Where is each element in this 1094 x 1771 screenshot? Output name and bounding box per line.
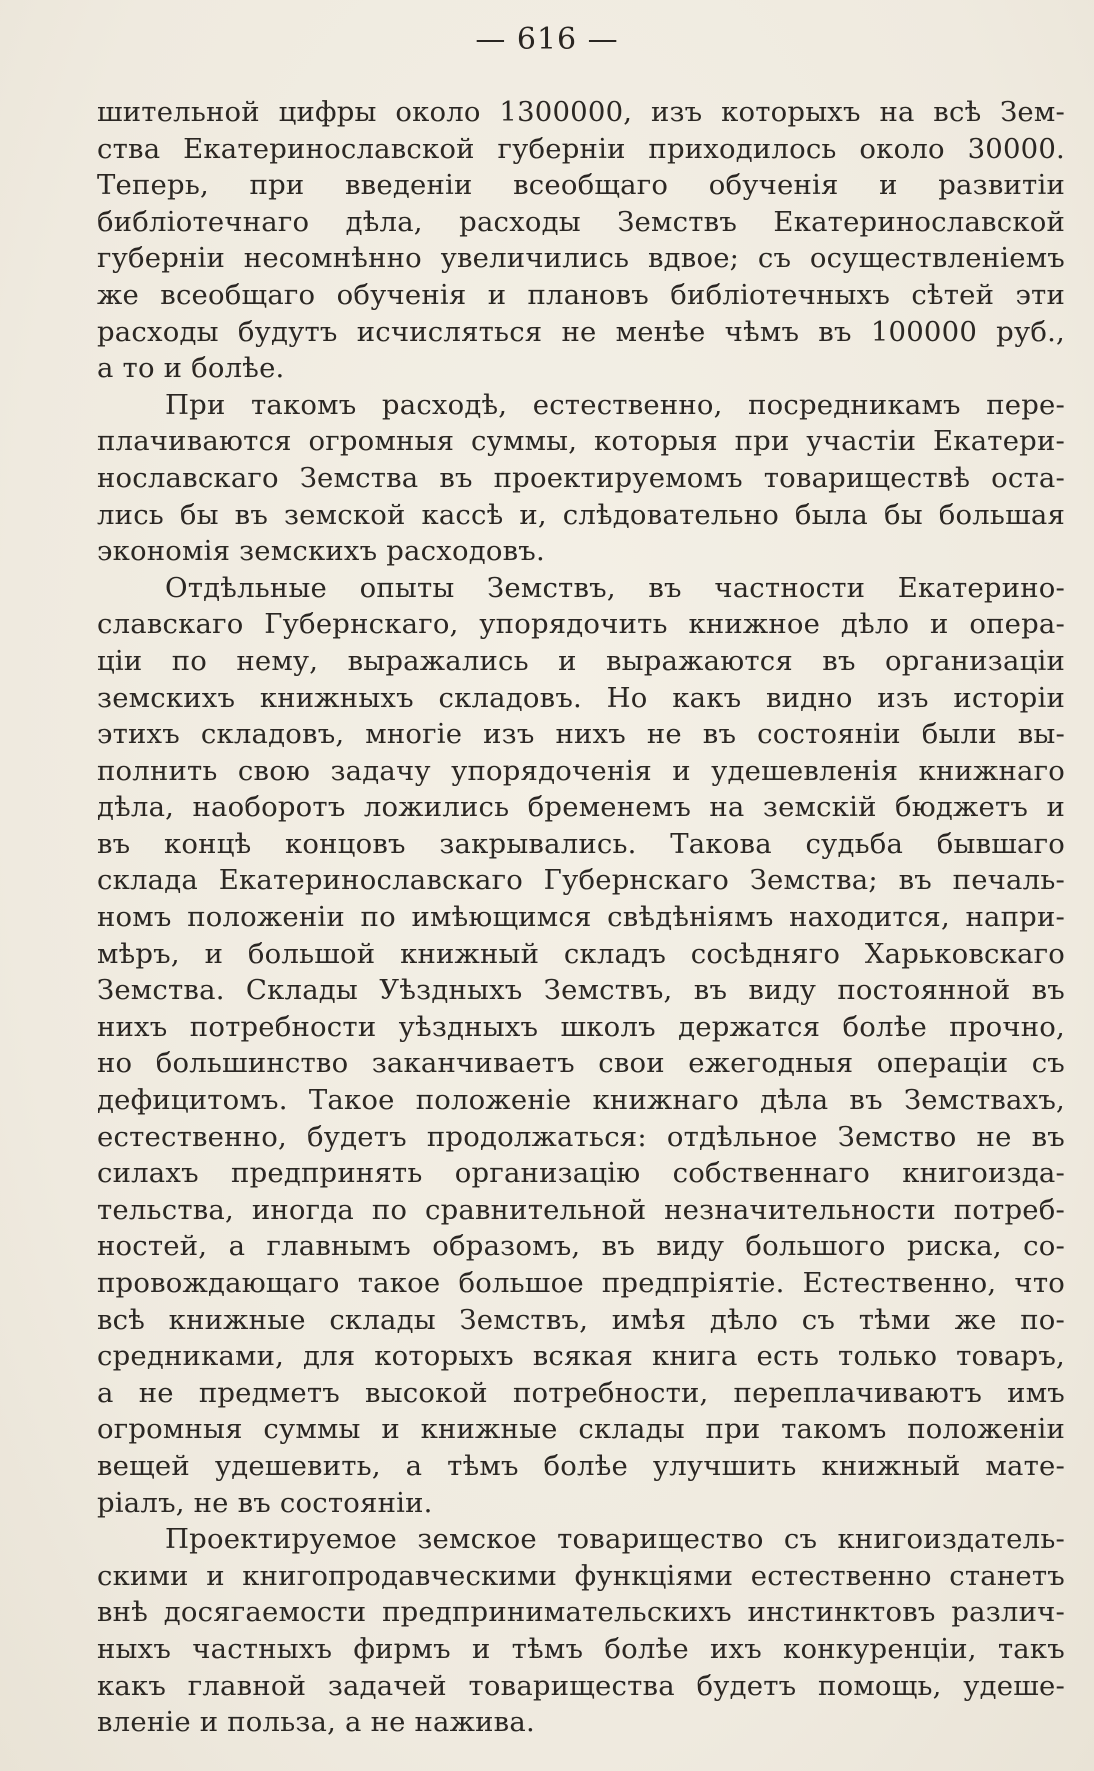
body-text (97, 94, 1065, 1741)
text-line: ціи по нему, выражались и выражаются въ организаціи (97, 644, 1065, 677)
text-line: библіотечнаго дѣла, расходы Земствъ Екатеринославской (97, 205, 1065, 238)
text-line: шительной цифры около 1300000, изъ которыхъ на всѣ Зем- (97, 96, 1065, 128)
text-line: Проектируемое земское товарищество съ книгоиздатель- (165, 1523, 1065, 1556)
text-line: вещей удешевить, а тѣмъ болѣе улучшить книжный мате- (97, 1449, 1065, 1482)
text-line: мѣръ, и большой книжный складъ сосѣдняго Харьковскаго (97, 937, 1065, 970)
text-line: естественно, будетъ продолжаться: отдѣльное Земство не въ (97, 1120, 1065, 1153)
text-line: силахъ предпринять организацію собственнаго книгоизда- (97, 1157, 1065, 1190)
text-line: губерніи несомнѣнно увеличились вдвое; съ осуществленіемъ (97, 242, 1065, 275)
text-line: нославскаго Земства въ проектируемомъ товариществѣ оста- (97, 461, 1065, 494)
page-number: — 616 — (475, 22, 619, 57)
text-line: ріалъ, не въ состояніи. (97, 1486, 433, 1519)
text-line: этихъ складовъ, многіе изъ нихъ не въ состояніи были вы- (97, 718, 1065, 751)
text-line: дѣла, наоборотъ ложились бременемъ на земскій бюджетъ и (97, 791, 1065, 824)
paragraph (97, 1521, 1065, 1741)
text-line: расходы будутъ исчисляться не менѣе чѣмъ въ 100000 руб., (97, 315, 1065, 348)
text-line: Теперь, при введеніи всеобщаго обученія и развитіи (97, 169, 1065, 202)
text-line: Отдѣльные опыты Земствъ, въ частности Екатерино- (165, 571, 1065, 604)
text-line: средниками, для которыхъ всякая книга есть только товаръ, (97, 1340, 1065, 1373)
text-line: ныхъ частныхъ фирмъ и тѣмъ болѣе ихъ конкуренціи, такъ (97, 1632, 1065, 1665)
text-line: Земства. Склады Уѣздныхъ Земствъ, въ виду постоянной въ (97, 974, 1065, 1007)
text-line: всѣ книжные склады Земствъ, имѣя дѣло съ тѣми же по- (97, 1303, 1065, 1336)
text-line: нихъ потребности уѣздныхъ школъ держатся болѣе прочно, (97, 1010, 1065, 1043)
text-line: номъ положеніи по имѣющимся свѣдѣніямъ находится, напри- (97, 901, 1065, 934)
text-line: ностей, а главнымъ образомъ, въ виду большого риска, со- (97, 1230, 1065, 1263)
text-line: склада Екатеринославскаго Губернскаго Земства; въ печаль- (97, 864, 1065, 897)
text-line: вленіе и польза, а не нажива. (97, 1706, 535, 1739)
text-line: какъ главной задачей товарищества будетъ помощь, удеше- (97, 1669, 1065, 1702)
text-line: скими и книгопродавческими функціями естественно станетъ (97, 1559, 1065, 1592)
text-line: въ концѣ концовъ закрывались. Такова судьба бывшаго (97, 827, 1065, 860)
text-line: провождающаго такое большое предпріятіе. Естественно, что (97, 1267, 1065, 1299)
text-line: огромныя суммы и книжные склады при такомъ положеніи (97, 1413, 1065, 1446)
text-line: но большинство заканчиваетъ свои ежегодныя операціи съ (97, 1047, 1065, 1080)
text-line: экономія земскихъ расходовъ. (97, 535, 545, 568)
text-line: При такомъ расходѣ, естественно, посредникамъ пере- (165, 388, 1065, 421)
text-line: полнить свою задачу упорядоченія и удешевленія книжнаго (97, 754, 1065, 787)
text-line: а то и болѣе. (97, 352, 285, 385)
text-line: ства Екатеринославской губерніи приходилось около 30000. (97, 132, 1065, 165)
paragraph (97, 570, 1065, 1521)
paragraph (97, 94, 1065, 387)
text-line: славскаго Губернскаго, упорядочить книжное дѣло и опера- (97, 608, 1065, 641)
text-line: а не предметъ высокой потребности, переплачиваютъ имъ (97, 1376, 1065, 1409)
text-line: лись бы въ земской кассѣ и, слѣдовательно была бы большая (97, 498, 1065, 531)
text-line: тельства, иногда по сравнительной незначительности потреб- (97, 1193, 1065, 1226)
text-line: же всеобщаго обученія и плановъ библіотечныхъ сѣтей эти (97, 278, 1065, 311)
paragraph (97, 387, 1065, 570)
text-line: дефицитомъ. Такое положеніе книжнаго дѣла въ Земствахъ, (97, 1084, 1065, 1117)
text-line: внѣ досягаемости предпринимательскихъ инстинктовъ различ- (97, 1596, 1065, 1629)
text-line: плачиваются огромныя суммы, которыя при участіи Екатери- (97, 425, 1065, 458)
text-line: земскихъ книжныхъ складовъ. Но какъ видно изъ исторіи (97, 681, 1065, 714)
